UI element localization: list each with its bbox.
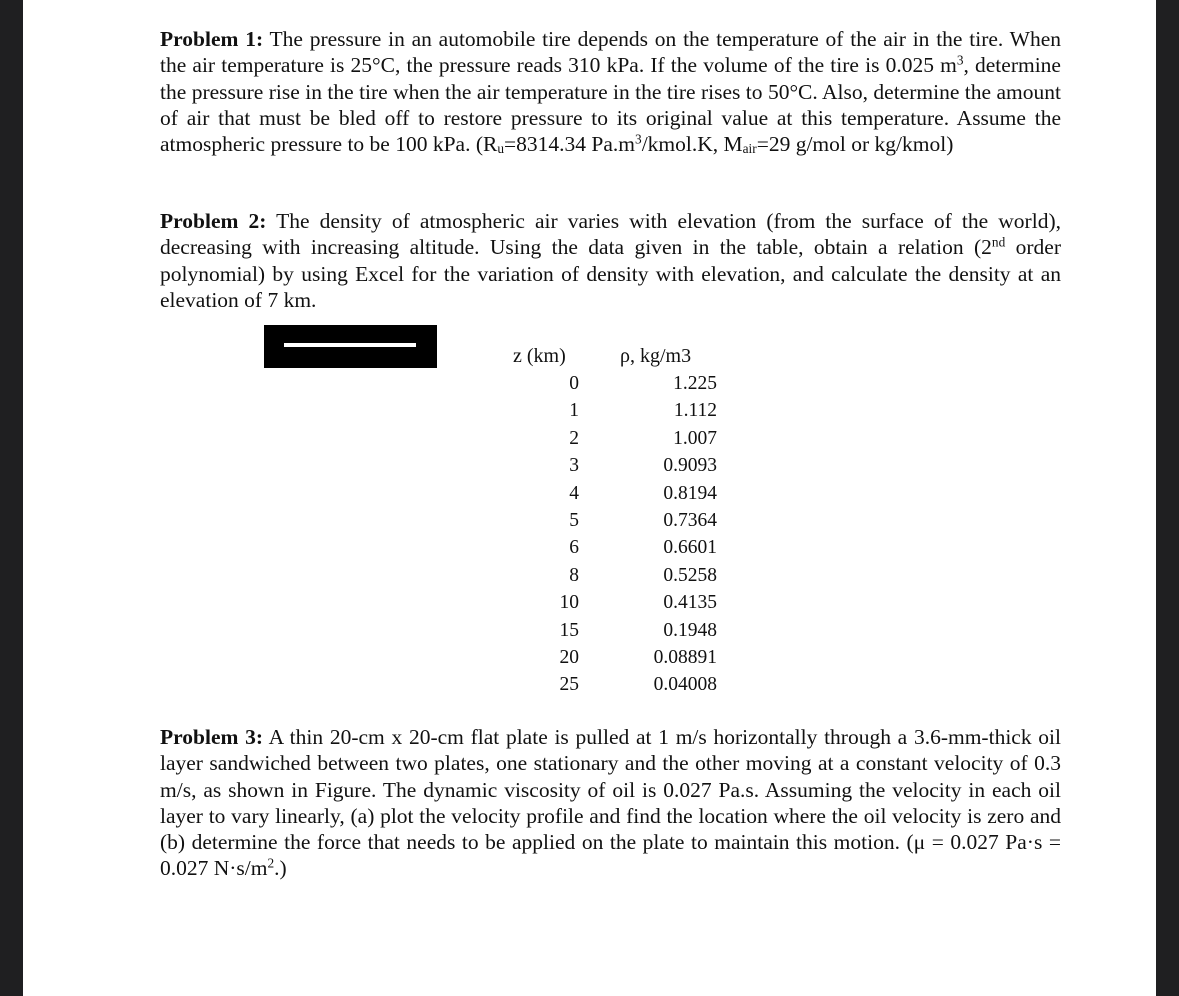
table-cell-z: 25 bbox=[559, 674, 579, 696]
table-cell-z: 0 bbox=[569, 373, 579, 394]
table-cell-z: 5 bbox=[569, 509, 579, 531]
table-cell-z: 6 bbox=[569, 537, 579, 559]
table-cell-rho: 0.6601 bbox=[663, 537, 717, 559]
table-cell-rho: 0.1948 bbox=[663, 619, 717, 641]
problem-2-paragraph: Problem 2: The density of atmospheric air varies with elevation (from the surface of the world), decreasing with increasing altitude. Using the data given in the table, obtain a relation (2nd order polynomial) by using Excel for the variation of density with elevation, and calculate the density at an elevation of 7 km. bbox=[160, 209, 1061, 312]
redaction-block bbox=[264, 325, 437, 368]
table-cell-z: 20 bbox=[559, 646, 579, 668]
problem-1-paragraph: Problem 1: The pressure in an automobile tire depends on the temperature of the air in the tire. When the air temperature is 25°C, the pressure reads 310 kPa. If the volume of the tire is 0.025 $m^3$, determine the pressure rise in the tire when the air temperature in the tire rises to 50°C. Also, determine the amount of air that must be bled off to restore pressure to its original value at this temperature. Assume the atmospheric pressure to be 100 kPa. ($R_u=8314.34$ $Pa.m^3/kmol.K$, $M_{air}=29$ g/mol or kg/kmol) bbox=[160, 27, 1061, 157]
document-page bbox=[23, 0, 1156, 996]
table-cell-z: 8 bbox=[569, 564, 579, 586]
table-column-z bbox=[523, 370, 579, 699]
table-cell-z: 3 bbox=[569, 455, 579, 477]
table-cell-z: 1 bbox=[569, 400, 579, 422]
redaction-line bbox=[284, 343, 416, 347]
table-cell-rho: 0.08891 bbox=[653, 646, 717, 668]
table-cell-rho: 0.04008 bbox=[653, 674, 717, 696]
table-cell-z: 15 bbox=[559, 619, 579, 641]
table-column-rho bbox=[623, 370, 717, 699]
table-cell-rho: 0.4135 bbox=[663, 592, 717, 614]
table-header-z: z (km) bbox=[513, 345, 566, 367]
table-cell-z: 2 bbox=[569, 427, 579, 449]
problem-3-label: Problem 3: bbox=[160, 725, 264, 749]
table-cell-rho: 1.225 bbox=[673, 373, 717, 394]
problem-1-label: Problem 1: bbox=[160, 27, 264, 51]
problem-3-paragraph: Problem 3: A thin 20-cm x 20-cm flat plate is pulled at 1 m/s horizontally through a 3.6-mm-thick oil layer sandwiched between two plates, one stationary and the other moving at a constant velocity of 0.3 m/s, as shown in Figure. The dynamic viscosity of oil is 0.027 Pa.s. Assuming the velocity in each oil layer to vary linearly, (a) plot the velocity profile and find the location where the oil velocity is zero and (b) determine the force that needs to be applied on the plate to maintain this motion. (μ = 0.027 Pa·s = 0.027 $N\cdot s/m^2$.) bbox=[160, 725, 1061, 881]
table-cell-z: 10 bbox=[559, 592, 579, 614]
table-cell-rho: 0.7364 bbox=[663, 509, 717, 531]
table-cell-rho: 1.007 bbox=[673, 427, 717, 449]
table-cell-rho: 0.9093 bbox=[663, 455, 717, 477]
problem-2-label: Problem 2: bbox=[160, 209, 267, 233]
table-cell-rho: 1.112 bbox=[673, 400, 717, 422]
table-cell-rho: 0.5258 bbox=[663, 564, 717, 586]
table-cell-z: 4 bbox=[569, 482, 579, 504]
table-cell-rho: 0.8194 bbox=[663, 482, 717, 504]
table-header-rho: ρ, kg/m3 bbox=[620, 345, 692, 367]
